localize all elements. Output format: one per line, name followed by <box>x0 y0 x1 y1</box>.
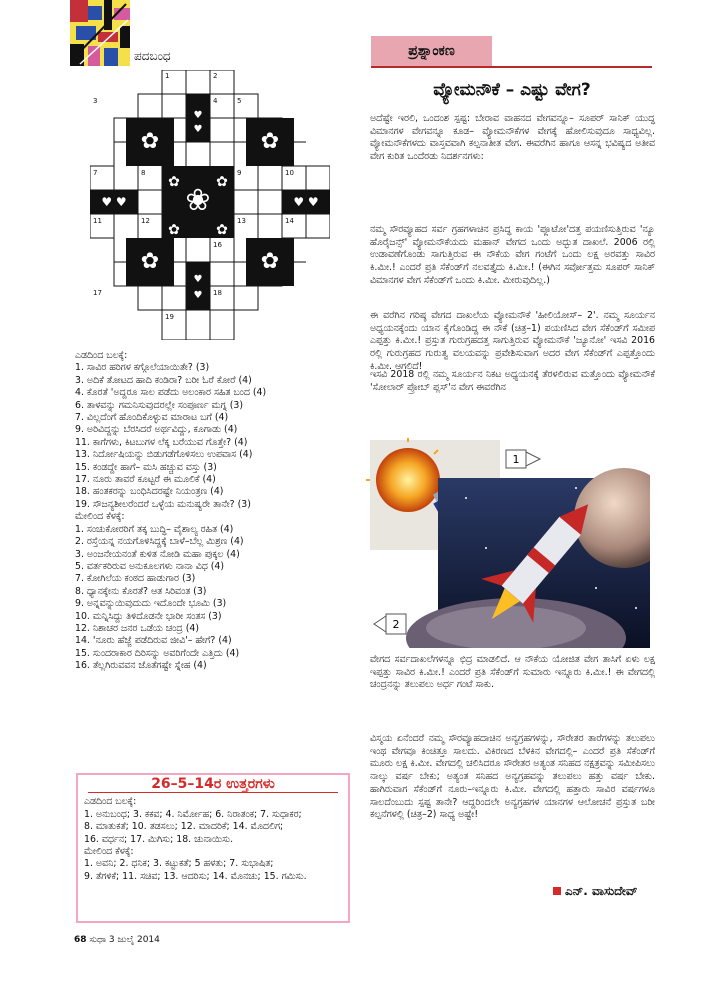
cw-number: 17 <box>93 289 102 297</box>
svg-text:♥ ♥: ♥ ♥ <box>293 195 319 209</box>
clue-item: 13. ನಿರ್ದೋಷಿಯನ್ನು ಬಿಡುಗಡೆಗೊಳಿಸಲು ಉಪವಾಸ (4) <box>75 449 253 461</box>
svg-text:✿: ✿ <box>140 129 160 154</box>
answers-line: 16. ವರ್ಧನ; 17. ಮಿಗಿಸು; 18. ಚುನಾಯಿಸು. <box>84 833 234 845</box>
down-heading: ಮೇಲಿಂದ ಕೆಳಕ್ಕೆ: <box>75 511 125 523</box>
cw-number: 9 <box>237 169 242 177</box>
cw-number: 19 <box>165 313 174 321</box>
cw-number: 6 <box>165 145 170 153</box>
page-number: 68 <box>74 935 87 945</box>
cw-number: 4 <box>213 97 218 105</box>
answers-line: 9. ತೆಗಳಿಕೆ; 11. ಸಚಿವ; 13. ಆದರಿಸು; 14. ಮೊನಚು; 15. ಗಮಿಸು. <box>84 870 307 882</box>
clue-item: 6. ತಾಳವನ್ನು ಗಮನಿಸುವುದರಲ್ಲೇ ಸಂಪೂರ್ಣ ಮಗ್ನ (3) <box>75 399 244 411</box>
figure-label: 1 <box>512 453 520 466</box>
cw-number: 12 <box>141 217 150 225</box>
svg-text:♥: ♥ <box>193 274 203 285</box>
svg-text:✿: ✿ <box>260 129 280 154</box>
across-heading: ಎಡದಿಂದ ಬಲಕ್ಕೆ: <box>75 350 128 361</box>
cw-number: 13 <box>237 217 246 225</box>
clue-item: 19. ಸೌಜನ್ಯಶೀಲರೆಂದರೆ ಒಳ್ಳೆಯ ಮನುಷ್ಯರೇ ತಾನೇ? (3) <box>75 498 251 510</box>
cw-number: 3 <box>93 97 98 105</box>
article-byline <box>553 884 637 899</box>
answers-line: 8. ಮಾತುಕತೆ; 10. ತಡಸಲು; 12. ಮಾದರಿಕೆ; 14. ಮೊದಲಿಗ; <box>84 821 284 833</box>
cw-number: 1 <box>165 72 170 80</box>
clue-item: 17. ನೂರು ತಾವರೆ ಕೂಟ್ಟರೆ ಈ ಮೂಲಿಕೆ (4) <box>75 474 216 486</box>
cw-number: 14 <box>285 217 294 225</box>
crossword-label: ಪದಬಂಧ <box>134 49 171 63</box>
crossword-grid <box>90 70 330 340</box>
cw-number: 15 <box>165 241 174 249</box>
svg-text:✿: ✿ <box>216 174 228 190</box>
answers-line: 1. ಅನುಬಂಧ; 3. ಕಕವ; 4. ನಿರ್ಮೋಹ; 6. ನಿರಾತಂಕ; 7. ಸುಧಾಕರ; <box>84 808 302 820</box>
svg-text:❀: ❀ <box>185 183 211 218</box>
answers-title: 26–5–14ರ ಉತ್ತರಗಳು <box>88 778 338 793</box>
clue-item: 1. ಸಾವಿರ ಹರಿಗಳ ಕಗ್ಗೊಲೆಯಾಯಿತೇ? (3) <box>75 362 210 374</box>
svg-text:✿: ✿ <box>140 249 160 274</box>
clue-item: 9. ಅರಿವಿದ್ದನ್ನು ಬೆರಸಿದರೆ ಅರ್ಥವಿದ್ದು, ಕೂಗಾಡು (4) <box>75 424 238 436</box>
article-paragraph: ಇಸವಿ 2018 ರಲ್ಲಿ ನಮ್ಮ ಸೂರ್ಯನ ನಿಕಟ ಅಧ್ಯಯನಕ್ಕೆ ತೆರಳಲಿರುವ ಮತ್ತೊಂದು ವ್ಯೋಮನೌಕೆ 'ಸೋಲಾರ್ ಪ್ರೋಬ್ ಪ್ಲಸ್'ನ ವೇಗ ಈವರೆಗಿನ <box>370 369 655 393</box>
svg-text:♥: ♥ <box>193 290 203 301</box>
cw-number: 5 <box>237 97 242 105</box>
answers-box <box>76 773 350 923</box>
svg-text:✿: ✿ <box>260 249 280 274</box>
author-name: ಎನ್. ವಾಸುದೇವ್ <box>565 884 638 898</box>
byline-marker <box>553 887 561 895</box>
page-footer <box>74 935 160 945</box>
crossword-clues <box>75 350 375 673</box>
article-paragraph: ನಮ್ಮ ಸೌರವ್ಯೂಹದ ಸರ್ವ ಗ್ರಹಗಳಾಚಿನ ಪ್ರಸಿದ್ಧ ಕಾಯ 'ಪ್ಲೂಟೋ'ದತ್ತ ಪಯಣಿಸುತ್ತಿರುವ 'ನ್ಯೂ ಹೊರೈಜನ್ಸ್' ವ್ಯೋಮನೌಕೆಯದು ಮಹಾನ್ ವೇಗದ ಒಂದು ಅದ್ಭುತ ದಾಖಲೆ. 2006 ರಲ್ಲಿ ಉಡಾವಣೆಗೊಂಡು ಸಾಗುತ್ತಿರುವ ಈ ನೌಕೆಯ ವೇಗ ಗಂಟೆಗೆ ಒಂದು ಲಕ್ಷ ಅರವತ್ತು ಸಾವಿರ ಕಿ.ಮೀ.! ಎಂದರೆ ಪ್ರತಿ ಸೆಕೆಂಡ್‌ಗೆ ನಲವತ್ತೈದು ಕಿ.ಮೀ.! (ಈಗಿನ ಸರ್ವೋತ್ತಮ ಸೂಪರ್ ಸಾನಿಕ್ ವಿಮಾನಗಳ ವೇಗ ಸೆಕೆಂಡ್‌ಗೆ ಒಂದು ಕಿ.ಮೀ. ಮೀರುವುದಿಲ್ಲ.) <box>370 224 655 286</box>
clue-item: 7. ವಿಲ್ಲದೆಂಗೆ ಹೊಂದಿಕೊಳ್ಳುವ ಮಾರಾಟ ಬಗೆ (4) <box>75 412 229 424</box>
magazine-name: ಸುಧಾ <box>89 935 107 945</box>
figure-label: 2 <box>392 618 400 631</box>
svg-text:✿: ✿ <box>168 174 180 190</box>
cw-number: 8 <box>141 169 146 177</box>
cw-number: 10 <box>285 169 294 177</box>
cw-number: 16 <box>213 241 222 249</box>
cw-number: 2 <box>213 72 218 80</box>
answers-down-heading: ಮೇಲಿಂದ ಕೆಳಕ್ಕೆ: <box>84 846 134 858</box>
clue-item: 4. ಕೊರತೆ 'ಅದ್ದರೂ ಸಾಲ ಪಡೆದು ಅಲಂಕಾರ ಸಹಿತ ಬಂದ (4) <box>75 387 267 399</box>
svg-text:♥: ♥ <box>193 110 203 121</box>
clue-item: 5. ವರ್ತಕರಿರುವ ಅನುಕೂಲಗಳು ನಾನಾ ವಿಧ (4) <box>75 560 225 572</box>
article-paragraph: ವಿಸ್ಮಯ ಏನೆಂದರೆ ನಮ್ಮ ಸೌರವ್ಯೂಹದಾಚಿನ ಅನ್ಯಗ್ರಹಗಳನ್ನು, ಸೌರೇತರ ತಾರೆಗಳನ್ನು ತಲುಪಲು ಇಂಥ ವೇಗವೂ ಕಿಂಚಿತ್ತೂ ಸಾಲದು. ವಿಕಿರಣದ ಬೆಳಕಿನ ವೇಗದಲ್ಲಿ– ಎಂದರೆ ಪ್ರತಿ ಸೆಕೆಂಡ್‌ಗೆ ಮೂರು ಲಕ್ಷ ಕಿ.ಮೀ. ವೇಗದಲ್ಲಿ ಚಲಿಸಿದರೂ ಸೌರೇತರ ಅತ್ಯಂತ ಸನಿಹದ ನಕ್ಷತ್ರವನ್ನು ಸಮೀಪಿಸಲು ನಾಲ್ಕು ವರ್ಷ ಬೇಕು; ಅತ್ಯಂತ ಸನಿಹದ ಅನ್ಯಗ್ರಹವನ್ನು ತಲುಪಲು ಹತ್ತು ವರ್ಷ ಬೇಕು. ಹಾಗಿರುವಾಗ ಸೆಕೆಂಡ್‌ಗೆ ನೂರು–ಇನ್ನೂರು ಕಿ.ಮೀ. ವೇಗದಲ್ಲಿ ಹತ್ತಾರು ಸಾವಿರ ವರ್ಷಗಳೂ ಸಾಲದೆಂಬುದು ಸ್ಪಷ್ಟ ತಾನೇ? ಆದ್ದರಿಂದಲೇ ಅನ್ಯಗ್ರಹಗಳ ಯಾನಗಳ ಆಲೋಚನೆ ಪ್ರಸ್ತುತ ಬರೀ ಕಲ್ಪನೆಗಳಲ್ಲಿ (ಚಿತ್ರ–2) ಸಾಧ್ಯ ಅಷ್ಟೇ! <box>370 733 655 821</box>
down-clue-list <box>75 524 375 673</box>
answers-line: 1. ಅವನಿ; 2. ಧನಿಕ; 3. ಕಟ್ಟುಕತೆ; 5 ಹಳತು; 7. ಸುಭಾಷಿತ; <box>84 858 274 870</box>
clue-item: 15. ಕಂಡದ್ದೇ ಹಾಗೆ– ಮಸಿ ಹಚ್ಚುವ ವಸ್ತು (3) <box>75 461 217 473</box>
cw-number: 11 <box>93 217 102 225</box>
article-title: ವ್ಯೋಮನೌಕೆ – ಎಷ್ಟು ವೇಗ? <box>433 80 591 100</box>
svg-text:♥ ♥: ♥ ♥ <box>101 195 127 209</box>
svg-text:♥: ♥ <box>193 124 203 135</box>
clue-item: 18. ಹಂತಕರನ್ನು ಬಂಧಿಸಿದರಷ್ಟೇ ನಿಯಂತ್ರಣ (4) <box>75 486 224 498</box>
clue-item: 11. ಕಾಗೆಗಳು, ಕಿಟಬುಗಳ ಲೆಕ್ಕ ಬರೆಯುವ ಗೊತ್ತೇ? (4) <box>75 436 248 448</box>
article-paragraph: ಅದೆಷ್ಟೇ ಇರಲಿ, ಒಂದಂಶ ಸ್ಪಷ್ಟ: ಬೇರಾವ ವಾಹನದ ವೇಗವನ್ನೂ– ಸೂಪರ್ ಸಾನಿಕ್ ಯುದ್ಧ ವಿಮಾನಗಳ ವೇಗವನ್ನೂ ಕೂಡ– ವ್ಯೋಮನೌಕೆಗಳ ವೇಗಕ್ಕೆ ಹೋಲಿಸುವುದೂ ಸಾಧ್ಯವಿಲ್ಲ. ವ್ಯೋಮನೌಕೆಗಳದು ವಾಸ್ತವವಾಗಿ ಕಲ್ಪನಾತೀತ ವೇಗ. ಈವರೆಗಿನ ಹಾಗೂ ಆಸನ್ನ ಭವಿಷ್ಯದ ಅತೀವ ವೇಗ ಕುರಿತ ಒಂದೆರಡು ನಿದರ್ಶನಗಳು: <box>370 113 655 163</box>
clue-item: 16. ತೆಲ್ಲಗಿರುವವನ ಜೊತೆಗಷ್ಟೇ ಸ್ನೇಹ (4) <box>75 660 207 672</box>
section-tag: ಪ್ರಶ್ನಾಂಕಣ <box>371 36 492 66</box>
clue-item: 7. ಕೋಗಿಲೆಯ ಕಂಠದ ಹಾಡುಗಾರ (3) <box>75 573 196 585</box>
clue-item: 12. ನಿಶಾಚರ ಜನರ ಒಡೆಯ ಚಂದ್ರ (4) <box>75 622 199 634</box>
cw-number: 18 <box>213 289 222 297</box>
clue-item: 2. ರಸ್ತೆಯನ್ನ ನಯಗೊಳಿಸಿದ್ದಕ್ಕೆ ಬಾಳೆ–ಬೆಲ್ಲ ಮಿಶ್ರಣ (4) <box>75 536 244 548</box>
section-rule <box>371 66 652 68</box>
clue-item: 10. ಮನ್ನಿಸಿದ್ದು ತಿಳಿದೊಡನೇ ಭಾರೀ ಸಂತಸ (3) <box>75 610 222 622</box>
cw-number: 7 <box>93 169 98 177</box>
clue-item: 3. ಅದಿಕೆ ತೋಟದ ಹಾದಿ ಕಂಡಿರಾ? ಬರೀ ಓರೆ ಕೋರೆ (4) <box>75 374 252 386</box>
across-clue-list <box>75 362 375 511</box>
clue-item: 9. ಅನ್ನವನ್ನುಯಿವುದುದು ಇದೊಂದೇ ಭೂಮಿ (3) <box>75 598 227 610</box>
clue-item: 8. ಧ್ಯಾನಕ್ಕೇನು ಕೊರತೆ? ಆತ ಸಿರಿವಂತ (3) <box>75 585 207 597</box>
spacecraft-illustration <box>356 438 650 648</box>
article-paragraph: ಈ ವರೆಗಿನ ಗರಿಷ್ಠ ವೇಗದ ದಾಖಲೆಯ ವ್ಯೋಮನೌಕೆ 'ಹೀಲಿಯೋಸ್– 2'. ನಮ್ಮ ಸೂರ್ಯನ ಅಧ್ಯಯನಕ್ಕೆಂದು ಯಾನ ಕೈಗೊಂಡಿದ್ದ ಈ ನೌಕೆ (ಚಿತ್ರ–1) ಪಯಣಿಸಿದ ವೇಗ ಸೆಕೆಂಡ್‌ಗೆ ಸಮೀಪ ಎಪ್ಪತ್ತು ಕಿ.ಮೀ.! ಪ್ರಸ್ತುತ ಗುರುಗ್ರಹದತ್ತ ಸಾಗುತ್ತಿರುವ ವ್ಯೋಮನೌಕೆ 'ಜ್ಯೂನೋ' ಇಸವಿ 2016 ರಲ್ಲಿ ಗುರುಗ್ರಹದ ಗುರುತ್ವ ವಲಯವನ್ನು ಪ್ರವೇಶಿಸುವಾಗ ಅದರ ವೇಗ ಸೆಕೆಂಡ್‌ಗೆ ಎಪ್ಪತ್ತೊಂದು ಕಿ.ಮೀ. ಆಗಲಿದೆ! <box>370 310 655 372</box>
article-paragraph: ವೇಗದ ಸರ್ವದಾಖಲೆಗಳನ್ನೂ ಛಿದ್ರ ಮಾಡಲಿದೆ. ಆ ನೌಕೆಯ ಯೋಜಿತ ವೇಗ ತಾಸಿಗೆ ಏಳು ಲಕ್ಷ ಇಪ್ಪತ್ತು ಸಾವಿರ ಕಿ.ಮೀ.! ಎಂದರೆ ಪ್ರತಿ ಸೆಕೆಂಡ್‌ಗೆ ಸುಮಾರು ಇನ್ನೂರು ಕಿ.ಮೀ.! ಈ ವೇಗದಲ್ಲಿ ಚಂದ್ರನನ್ನು ತಲುಪಲು ಅರ್ಧ ಗಂಟೆ ಸಾಕು. <box>370 654 655 691</box>
issue-date: 3 ಜುಲೈ 2014 <box>108 935 160 945</box>
clue-item: 14. 'ನೂರು ಹೆಜ್ಜೆ ಪಡೆದಿರುವ ಜೀವಿ'– ಹೇಗೆ? (4) <box>75 635 232 647</box>
svg-text:✿: ✿ <box>168 222 180 238</box>
clue-item: 1. ಸಂಚುಕೋರರಿಗೆ ತಕ್ಕ ಬುದ್ಧಿ– ವೈಶಾಲ್ಯ ರಹಿತ (4) <box>75 523 234 535</box>
svg-text:✿: ✿ <box>216 222 228 238</box>
clue-item: 15. ಸುಂದರಾಕಾರ ದಿರಿಸನ್ನು ಅವರಿಗೆಂದೇ ಎತ್ತಿದು (4) <box>75 647 240 659</box>
answers-across-heading: ಎಡದಿಂದ ಬಲಕ್ಕೆ: <box>84 796 137 808</box>
clue-item: 3. ಅಂಜನೇಯನಂತೆ ಕುಳಿತ ನೋಡಿ ಮಹಾ ಪುಕ್ಕಲ (4) <box>75 548 240 560</box>
crossword-logo <box>70 0 130 66</box>
